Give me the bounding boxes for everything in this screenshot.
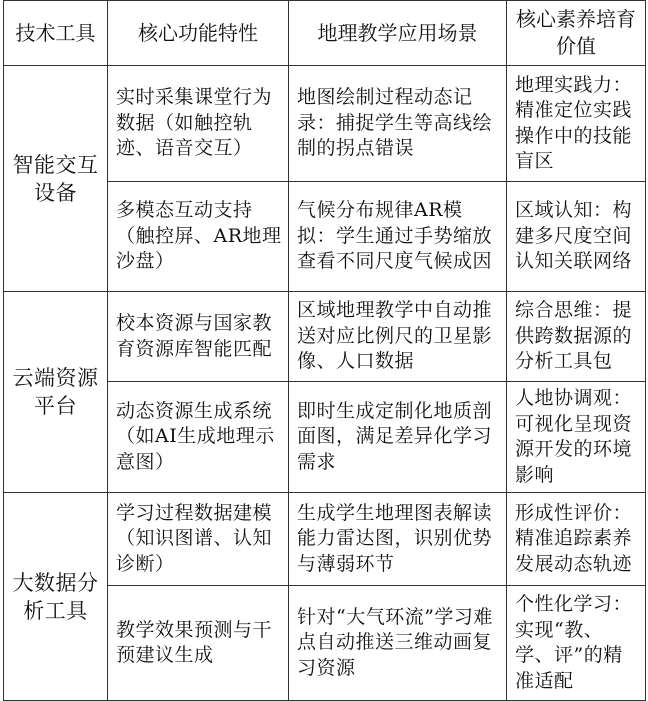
table-row [4,66,646,182]
scenario-cell: 区域地理教学中自动推送对应比例尺的卫星影像、人口数据 [289,292,507,382]
feature-cell: 实时采集课堂行为数据（如触控轨迹、语音交互） [108,66,289,182]
scenario-cell: 即时生成定制化地质剖面图，满足差异化学习需求 [289,382,507,493]
scenario-cell: 生成学生地理图表解读能力雷达图，识别优势与薄弱环节 [289,493,507,586]
table-row [4,292,646,382]
scenario-cell: 地图绘制过程动态记录：捕捉学生等高线绘制的拐点错误 [289,66,507,182]
table-row [4,493,646,586]
scenario-cell: 针对“大气环流”学习难点自动推送三维动画复习资源 [289,586,507,701]
value-cell: 区域认知：构建多尺度空间认知关联网络 [507,182,646,292]
header-tool: 技术工具 [4,1,108,66]
tool-cell-cloud-platform: 云端资源平台 [4,292,108,493]
header-value: 核心素养培育价值 [507,1,646,66]
value-cell: 综合思维：提供跨数据源的分析工具包 [507,292,646,382]
value-cell: 人地协调观：可视化呈现资源开发的环境影响 [507,382,646,493]
feature-cell: 教学效果预测与干预建议生成 [108,586,289,701]
edu-tech-table [3,0,646,701]
feature-cell: 校本资源与国家教育资源库智能匹配 [108,292,289,382]
tool-cell-big-data: 大数据分析工具 [4,493,108,701]
header-scenario: 地理教学应用场景 [289,1,507,66]
value-cell: 形成性评价：精准追踪素养发展动态轨迹 [507,493,646,586]
tool-cell-smart-device: 智能交互设备 [4,66,108,292]
feature-cell: 多模态互动支持（触控屏、AR地理沙盘） [108,182,289,292]
scenario-cell: 气候分布规律AR模拟：学生通过手势缩放查看不同尺度气候成因 [289,182,507,292]
value-cell: 个性化学习：实现“教、学、评”的精准适配 [507,586,646,701]
header-row [4,1,646,66]
value-cell: 地理实践力：精准定位实践操作中的技能盲区 [507,66,646,182]
feature-cell: 学习过程数据建模（知识图谱、认知诊断） [108,493,289,586]
feature-cell: 动态资源生成系统（如AI生成地理示意图） [108,382,289,493]
header-feature: 核心功能特性 [108,1,289,66]
